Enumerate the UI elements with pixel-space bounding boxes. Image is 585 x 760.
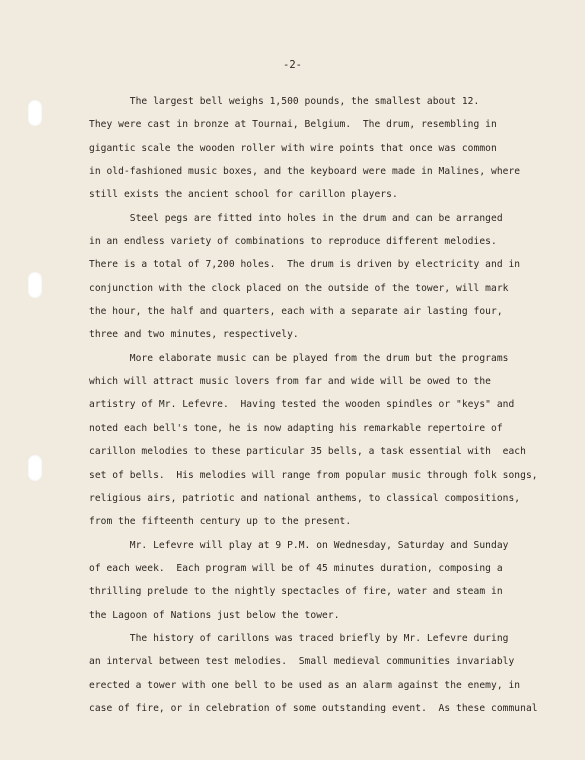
text-line: the Lagoon of Nations just below the tower. xyxy=(89,609,340,621)
text-line: gigantic scale the wooden roller with wire points that once was common xyxy=(89,142,497,154)
text-line: The largest bell weighs 1,500 pounds, the smallest about 12. xyxy=(89,96,480,107)
paragraph xyxy=(89,347,559,534)
text-line: the hour, the half and quarters, each with a separate air lasting four, xyxy=(89,306,503,318)
punch-hole-bottom xyxy=(28,455,42,481)
text-line: They were cast in bronze at Tournai, Belgium. The drum, resembling in xyxy=(89,119,497,131)
paragraph xyxy=(89,534,559,627)
text-line: noted each bell's tone, he is now adapting his remarkable repertoire of xyxy=(89,422,503,434)
text-line: of each week. Each program will be of 45 minutes duration, composing a xyxy=(89,562,503,574)
page-number: -2- xyxy=(283,59,302,71)
text-line: thrilling prelude to the nightly spectacles of fire, water and steam in xyxy=(89,586,503,598)
text-line: in old-fashioned music boxes, and the keyboard were made in Malines, where xyxy=(89,166,521,178)
text-line: conjunction with the clock placed on the outside of the tower, will mark xyxy=(89,282,509,294)
text-line: artistry of Mr. Lefevre. Having tested the wooden spindles or "keys" and xyxy=(89,399,515,411)
text-line: still exists the ancient school for carillon players. xyxy=(89,189,398,201)
text-line: The history of carillons was traced briefly by Mr. Lefevre during xyxy=(89,632,509,644)
text-line: Mr. Lefevre will play at 9 P.M. on Wednesday, Saturday and Sunday xyxy=(89,539,509,551)
text-line: from the fifteenth century up to the present. xyxy=(89,516,352,528)
text-line: religious airs, patriotic and national anthems, to classical compositions, xyxy=(89,492,521,504)
paragraph xyxy=(89,627,559,720)
text-line: case of fire, or in celebration of some outstanding event. As these communal xyxy=(89,702,538,714)
text-line: an interval between test melodies. Small medieval communities invariably xyxy=(89,656,515,668)
text-line: More elaborate music can be played from the drum but the programs xyxy=(89,352,509,364)
text-line: which will attract music lovers from far and wide will be owed to the xyxy=(89,376,491,388)
text-line: set of bells. His melodies will range from popular music through folk songs, xyxy=(89,469,538,481)
text-line: in an endless variety of combinations to reproduce different melodies. xyxy=(89,236,497,248)
text-line: Steel pegs are fitted into holes in the drum and can be arranged xyxy=(89,212,503,224)
punch-hole-top xyxy=(28,100,42,126)
body-text xyxy=(89,90,559,720)
paragraph xyxy=(89,90,559,207)
text-line: There is a total of 7,200 holes. The drum is driven by electricity and in xyxy=(89,259,521,271)
punch-hole-middle xyxy=(28,272,42,298)
text-line: erected a tower with one bell to be used as an alarm against the enemy, in xyxy=(89,679,521,691)
text-line: three and two minutes, respectively. xyxy=(89,329,299,341)
text-line: carillon melodies to these particular 35 bells, a task essential with each xyxy=(89,446,526,458)
paragraph xyxy=(89,207,559,347)
